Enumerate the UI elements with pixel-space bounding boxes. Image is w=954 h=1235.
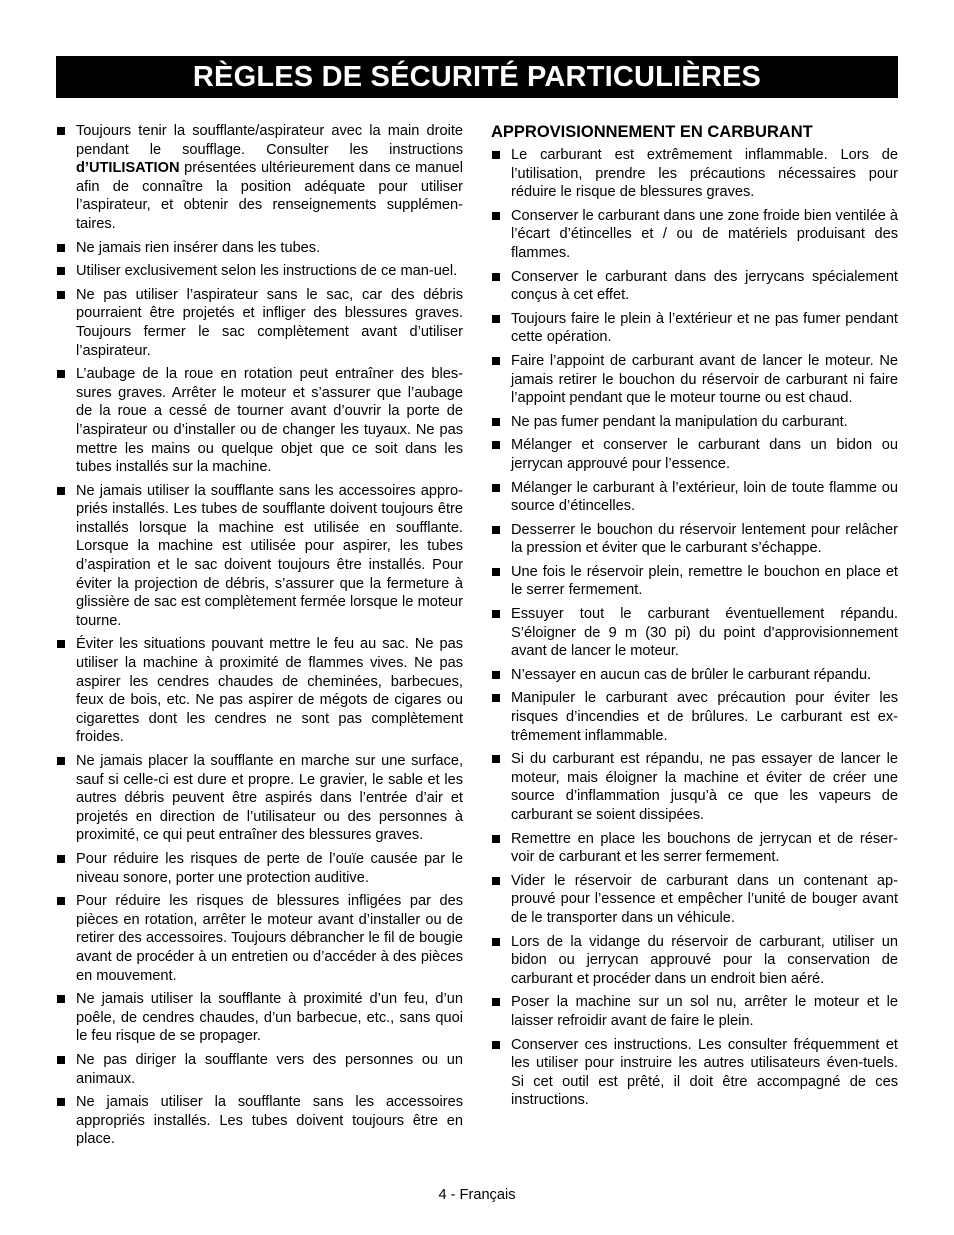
list-item: Faire l’appoint de carburant avant de lancer le moteur. Ne jamais retirer le bouchon du réservoir de carburant ni faire l’appoint pendant que le moteur tourne ou est chaud. xyxy=(491,352,898,408)
list-item: Ne pas fumer pendant la manipulation du carburant. xyxy=(491,413,898,432)
list-item: Utiliser exclusivement selon les instructions de ce man-uel. xyxy=(56,262,463,281)
list-item: Pour réduire les risques de perte de l’ouïe causée par le niveau sonore, porter une protection auditive. xyxy=(56,850,463,887)
left-column xyxy=(56,122,463,1154)
operation-reference: d’UTILISATION xyxy=(76,160,180,177)
list-item: N’essayer en aucun cas de brûler le carburant répandu. xyxy=(491,666,898,685)
list-item: Pour réduire les risques de blessures infligées par des pièces en rotation, arrêter le moteur avant d’installer ou de retirer des accessoires. Toujours débrancher le fil de bougie avant de procéder à un entretien ou d’accéder à des pièces en mouvement. xyxy=(56,892,463,985)
list-item: Le carburant est extrêmement inflammable. Lors de l’utilisation, prendre les précautions nécessaires pour réduire le risque de blessures graves. xyxy=(491,146,898,202)
list-item: Conserver ces instructions. Les consulter fréquemment et les utiliser pour instruire les autres utilisateurs éven-tuels. Si cet outil est prêté, il doit être accompagné de ces instructions. xyxy=(491,1036,898,1110)
list-item: Toujours faire le plein à l’extérieur et ne pas fumer pendant cette opération. xyxy=(491,310,898,347)
list-item: Ne jamais rien insérer dans les tubes. xyxy=(56,239,463,258)
safety-rules-list xyxy=(56,122,463,1149)
list-item: Lors de la vidange du réservoir de carburant, utiliser un bidon ou jerrycan approuvé pour la conservation de carburant et procéder dans un endroit bien aéré. xyxy=(491,933,898,989)
list-item: Conserver le carburant dans une zone froide bien ventilée à l’écart d’étincelles et / ou de matériels produisant des flammes. xyxy=(491,207,898,263)
list-item: Mélanger et conserver le carburant dans un bidon ou jerrycan approuvé pour l’essence. xyxy=(491,436,898,473)
list-item: Ne pas utiliser l’aspirateur sans le sac, car des débris pourraient être projetés et infliger des blessures graves. Toujours fermer le sac complètement avant d’utiliser l’aspirateur. xyxy=(56,286,463,360)
list-item: Éviter les situations pouvant mettre le feu au sac. Ne pas utiliser la machine à proximité de flammes vives. Ne pas aspirer les cendres chaudes de cheminées, barbecues, feux de bois, etc. Ne pas aspirer de mégots de cigares ou cigarettes dont les cendres ne sont pas complètement froides. xyxy=(56,635,463,747)
fuel-rules-list xyxy=(491,146,898,1110)
list-item: Une fois le réservoir plein, remettre le bouchon en place et le serrer fermement. xyxy=(491,563,898,600)
list-item: Toujours tenir la soufflante/aspirateur avec la main droite pendant le soufflage. Consulter les instructions d’UTILISATION présentées ultérieurement dans ce manuel afin de connaître la position adéquate pour utiliser l’aspirateur, et obtenir des renseignements supplémen-taires. xyxy=(56,122,463,234)
list-item: Ne jamais utiliser la soufflante à proximité d’un feu, d’un poêle, de cendres chaudes, d’un barbecue, etc., sans quoi le feu risque de se propager. xyxy=(56,990,463,1046)
list-item: Mélanger le carburant à l’extérieur, loin de toute flamme ou source d’étincelles. xyxy=(491,479,898,516)
list-item: Remettre en place les bouchons de jerrycan et de réser-voir de carburant et les serrer fermement. xyxy=(491,830,898,867)
list-item: L’aubage de la roue en rotation peut entraîner des bles-sures graves. Arrêter le moteur et s’assurer que l’aubage de la roue a cessé de tourner avant d’ouvrir la porte de l’aspirateur ou d’installer ou de changer les tuyaux. Ne pas mettre les mains ou quelque objet que ce soit dans les tubes installés sur la machine. xyxy=(56,365,463,477)
list-item: Si du carburant est répandu, ne pas essayer de lancer le moteur, mais éloigner la machine et éviter de créer une source d’inflammation jusqu’à ce que les vapeurs de carburant se soient dissipées. xyxy=(491,750,898,824)
list-item: Ne jamais utiliser la soufflante sans les accessoires appropriés installés. Les tubes doivent toujours être en place. xyxy=(56,1093,463,1149)
right-column xyxy=(491,122,898,1115)
section-title: APPROVISIONNEMENT EN CARBURANT xyxy=(491,123,813,141)
list-item: Ne jamais utiliser la soufflante sans les accessoires appro-priés installés. Les tubes de soufflante doivent toujours être installés lorsque la machine est utilisée en soufflante. Lorsque la machine est utilisée pour aspirer, les tubes d’aspiration et le sac doivent toujours être installés. Pour éviter la projection de débris, s’assurer que la fermeture à glissière de sac est complètement fermée lorsque le moteur tourne. xyxy=(56,482,463,631)
list-item: Desserrer le bouchon du réservoir lentement pour relâcher la pression et éviter que le carburant s’échappe. xyxy=(491,521,898,558)
list-item: Vider le réservoir de carburant dans un contenant ap-prouvé pour l’essence et empêcher l’unité de bouger avant de le transporter dans un véhicule. xyxy=(491,872,898,928)
list-item: Ne jamais placer la soufflante en marche sur une surface, sauf si celle-ci est dure et propre. Le gravier, le sable et les autres débris peuvent être aspirés dans l’entrée d’air et projetés en direction de l’utilisateur ou des personnes à proximité, ce qui peut entraîner des blessures graves. xyxy=(56,752,463,845)
page-title: RÈGLES DE SÉCURITÉ PARTICULIÈRES xyxy=(56,56,898,98)
page-number: 4 - Français xyxy=(438,1187,516,1203)
list-item: Poser la machine sur un sol nu, arrêter le moteur et le laisser refroidir avant de faire le plein. xyxy=(491,993,898,1030)
list-item: Manipuler le carburant avec précaution pour éviter les risques d’incendies et de brûlures. Le carburant est ex-trêmement inflammable. xyxy=(491,689,898,745)
list-item: Conserver le carburant dans des jerrycans spécialement conçus à cet effet. xyxy=(491,268,898,305)
list-item: Ne pas diriger la soufflante vers des personnes ou un animaux. xyxy=(56,1051,463,1088)
list-item: Essuyer tout le carburant éventuellement répandu. S’éloigner de 9 m (30 pi) du point d’approvisionnement avant de lancer le moteur. xyxy=(491,605,898,661)
